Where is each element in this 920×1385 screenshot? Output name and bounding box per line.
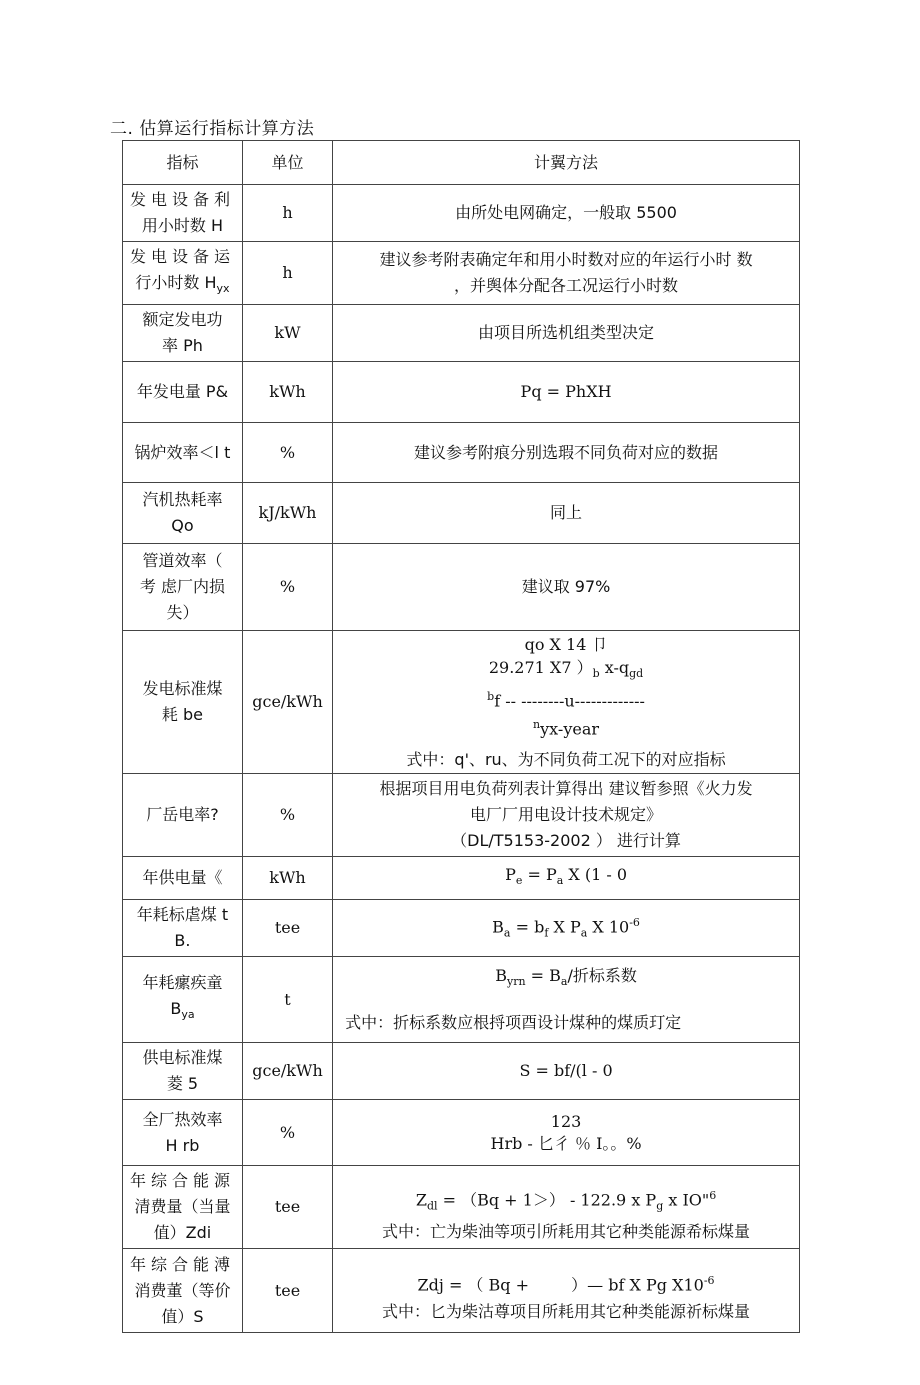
table-row — [123, 900, 800, 957]
unit-cell: h — [242, 185, 332, 242]
indicator-cell — [123, 544, 243, 631]
formula-part: x IO" — [663, 1190, 710, 1210]
indicator-text: 供电标准煤 — [142, 1048, 223, 1068]
indicator-text: 菱 5 — [166, 1074, 199, 1094]
unit-cell: h — [242, 242, 332, 305]
unit-cell: % — [242, 774, 332, 857]
method-text: 根据项目用电负荷列表计算得出 建议暂参照《火力发 — [379, 779, 753, 799]
table-header-row — [123, 141, 800, 185]
table-row — [123, 957, 800, 1043]
calculation-method-table — [122, 140, 800, 1333]
indicator-subscript: yx — [216, 282, 230, 296]
formula-superscript: -6 — [629, 915, 640, 929]
formula-part: X 10 — [587, 917, 630, 937]
method-text: ，并舆体分配各工况运行小时数 — [454, 276, 679, 296]
indicator-cell — [123, 185, 243, 242]
formula-part: = b — [510, 917, 545, 937]
formula-subscript: gd — [629, 667, 644, 681]
unit-cell: kWh — [242, 362, 332, 423]
method-cell: S = bf/(l - 0 — [333, 1043, 800, 1100]
unit-cell: t — [242, 957, 332, 1043]
unit-cell: % — [242, 544, 332, 631]
indicator-text: 年综合能溥 — [129, 1254, 235, 1274]
indicator-cell — [123, 957, 243, 1043]
indicator-subscript: ya — [181, 1008, 195, 1022]
method-cell: 同上 — [333, 483, 800, 544]
table-row — [123, 1100, 800, 1166]
formula-note: 式中：q'、ru、为不同负荷工况下的对应指标 — [406, 750, 726, 770]
indicator-text: 值）S — [161, 1306, 204, 1326]
formula-part: /折标系数 — [567, 966, 637, 986]
indicator-cell — [123, 242, 243, 305]
formula-subscript: yrn — [506, 975, 526, 989]
unit-cell: kWh — [242, 857, 332, 900]
formula-line: yx-year — [540, 719, 600, 739]
table-row — [123, 423, 800, 483]
table-row — [123, 242, 800, 305]
indicator-text: 发电设备运 — [129, 247, 235, 266]
formula-note: 式中：折标系数应根捋项酉设计煤种的煤质玎定 — [345, 1012, 682, 1032]
indicator-cell — [123, 1249, 243, 1333]
formula-line: 29.271 X7 ） — [488, 658, 593, 678]
header-unit: 单位 — [242, 141, 332, 185]
indicator-cell: 厂岳电率? — [123, 774, 243, 857]
indicator-cell: 锅炉效率＜l t — [123, 423, 243, 483]
formula-part: P — [505, 864, 516, 884]
formula-note: 式中：亡为柴油等项引所耗用其它种类能源希标煤量 — [382, 1222, 751, 1242]
table-row — [123, 857, 800, 900]
indicator-text: 年耗标虐煤 t — [136, 905, 229, 925]
header-method: 计翼方法 — [333, 141, 800, 185]
formula-subscript: f — [544, 926, 549, 940]
indicator-text: 率 Ph — [162, 336, 203, 356]
method-cell — [333, 1100, 800, 1166]
method-cell: 建议取 97% — [333, 544, 800, 631]
indicator-text: 用小时数 H — [141, 216, 224, 235]
formula-line: f -- --------u------------- — [494, 691, 645, 711]
indicator-cell: 年供电量《 — [123, 857, 243, 900]
unit-cell: tee — [242, 1249, 332, 1333]
method-cell — [333, 242, 800, 305]
header-indicator: 指标 — [123, 141, 243, 185]
indicator-text: 消费董（等价 — [134, 1280, 231, 1300]
method-cell: Pq = PhXH — [333, 362, 800, 423]
formula-note: 式中：匕为柴沽尊项目所耗用其它种类能源祈标煤量 — [382, 1301, 751, 1321]
formula-line: qo X 14 卩 — [524, 635, 608, 655]
indicator-text: 失） — [166, 603, 199, 623]
table-row — [123, 1166, 800, 1249]
method-cell: 由项目所选机组类型决定 — [333, 305, 800, 362]
unit-cell: % — [242, 423, 332, 483]
indicator-text: 年综合能源 — [129, 1171, 235, 1191]
formula-part: = B — [525, 966, 561, 986]
formula-part: Z — [415, 1190, 427, 1210]
indicator-text: 发电设备利 — [129, 190, 235, 209]
indicator-text: B — [170, 999, 182, 1019]
indicator-text: 发电标准煤 — [142, 679, 223, 699]
formula-line: x-q — [599, 658, 630, 678]
method-text: 123 — [550, 1111, 582, 1131]
table-row — [123, 483, 800, 544]
formula-subscript: e — [515, 874, 523, 888]
indicator-text: 全厂热效率 — [142, 1109, 223, 1129]
indicator-cell — [123, 631, 243, 774]
table-row — [123, 305, 800, 362]
method-cell — [333, 631, 800, 774]
indicator-text: 额定发电功 — [142, 310, 223, 330]
formula-superscript: -6 — [703, 1274, 715, 1288]
formula-subscript: a — [580, 926, 588, 940]
method-cell — [333, 1166, 800, 1249]
formula-superscript: n — [533, 717, 541, 731]
unit-cell: % — [242, 1100, 332, 1166]
method-text: （DL/T5153-2002 ） 进行计算 — [451, 831, 681, 851]
indicator-text: 行小时数 H — [135, 273, 217, 292]
table-row — [123, 185, 800, 242]
unit-cell: gce/kWh — [242, 631, 332, 774]
indicator-cell — [123, 900, 243, 957]
indicator-cell — [123, 483, 243, 544]
indicator-text: 汽机热耗率 — [142, 490, 223, 510]
formula-subscript: a — [560, 975, 568, 989]
unit-cell: kW — [242, 305, 332, 362]
indicator-cell — [123, 305, 243, 362]
method-cell — [333, 857, 800, 900]
indicator-text: 耗 be — [161, 705, 203, 725]
unit-cell: gce/kWh — [242, 1043, 332, 1100]
formula-part: = P — [522, 864, 557, 884]
indicator-text: H rb — [165, 1135, 200, 1155]
indicator-text: 值）Zdi — [153, 1223, 212, 1243]
indicator-cell — [123, 1166, 243, 1249]
method-cell — [333, 900, 800, 957]
indicator-text: Qo — [171, 516, 194, 536]
table-row — [123, 631, 800, 774]
indicator-text: B. — [174, 931, 191, 951]
method-text: Hrb - 匕彳 ％ I。。% — [490, 1133, 642, 1153]
formula-part: X (1 - 0 — [563, 864, 628, 884]
formula-subscript: b — [592, 667, 600, 681]
formula-part: X P — [548, 917, 581, 937]
method-cell: 建议参考附痕分别选瑕不同负荷对应的数据 — [333, 423, 800, 483]
method-cell — [333, 957, 800, 1043]
method-text: 电厂厂用电设计技术规定》 — [470, 805, 663, 825]
table-row — [123, 544, 800, 631]
formula-superscript: 6 — [709, 1188, 717, 1202]
indicator-text: 年耗瘰疾童 — [142, 973, 223, 993]
formula-part: Zdj = （ Bq + ）— bf X Pg X10 — [417, 1275, 704, 1295]
indicator-cell — [123, 1100, 243, 1166]
unit-cell: kJ/kWh — [242, 483, 332, 544]
indicator-cell: 年发电量 P& — [123, 362, 243, 423]
method-cell — [333, 1249, 800, 1333]
formula-subscript: a — [556, 874, 564, 888]
unit-cell: tee — [242, 1166, 332, 1249]
indicator-text: 管道效率（ — [142, 551, 223, 571]
formula-superscript: b — [487, 690, 495, 704]
method-cell: 由所处电网确定，一般取 5500 — [333, 185, 800, 242]
section-title: 二. 估算运行指标计算方法 — [110, 119, 315, 139]
table-row — [123, 774, 800, 857]
table-row — [123, 1043, 800, 1100]
formula-subscript: a — [503, 926, 511, 940]
formula-subscript: g — [656, 1199, 664, 1213]
unit-cell: tee — [242, 900, 332, 957]
indicator-text: 考 虑厂内损 — [139, 577, 225, 597]
formula-part: B — [492, 917, 504, 937]
formula-part: = （Bq + 1＞） - 122.9 x P — [437, 1190, 657, 1210]
method-cell — [333, 774, 800, 857]
formula-part: B — [495, 966, 507, 986]
table-row — [123, 362, 800, 423]
indicator-cell — [123, 1043, 243, 1100]
table-row — [123, 1249, 800, 1333]
indicator-text: 清费量（当量 — [134, 1197, 231, 1217]
formula-subscript: dl — [426, 1199, 438, 1213]
method-text: 建议参考附表确定年和用小时数对应的年运行小时 数 — [379, 250, 753, 270]
